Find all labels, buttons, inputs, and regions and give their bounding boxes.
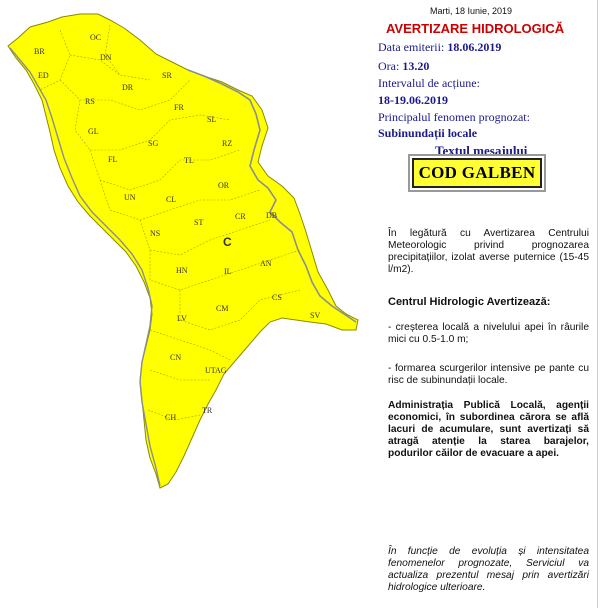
- footer-paragraph: În funcție de evoluția și intensitatea fenomenelor prognozate, Serviciul va actualiza prezentul mesaj prin avertizări hidrologice ulterioare.: [388, 546, 589, 593]
- svg-text:CM: CM: [216, 304, 229, 313]
- emission-label: Data emiterii:: [378, 40, 445, 54]
- svg-text:ED: ED: [38, 71, 49, 80]
- svg-text:RS: RS: [85, 97, 95, 106]
- svg-text:CR: CR: [235, 212, 246, 221]
- svg-text:FR: FR: [174, 103, 184, 112]
- svg-text:DN: DN: [100, 53, 112, 62]
- svg-text:UTAG: UTAG: [205, 366, 227, 375]
- svg-text:OR: OR: [218, 181, 230, 190]
- svg-text:RZ: RZ: [222, 139, 233, 148]
- svg-text:UN: UN: [124, 193, 136, 202]
- svg-text:BR: BR: [34, 47, 45, 56]
- svg-text:C: C: [223, 235, 232, 249]
- moldova-outline: [8, 14, 358, 488]
- warning-title: AVERTIZARE HIDROLOGICĂ: [386, 21, 565, 36]
- svg-text:NS: NS: [150, 229, 161, 238]
- svg-text:SR: SR: [162, 71, 172, 80]
- svg-text:CN: CN: [170, 353, 182, 362]
- center-heading: Centrul Hidrologic Avertizează:: [388, 296, 551, 308]
- svg-text:CH: CH: [165, 413, 177, 422]
- svg-text:GL: GL: [88, 127, 99, 136]
- emission-value: 18.06.2019: [447, 40, 502, 54]
- phenomenon-value: Subinundații locale: [378, 126, 478, 140]
- message-title: Textul mesajului: [435, 143, 528, 158]
- admin-paragraph: Administrația Publică Locală, agenții economici, în subordinea cărora se află lacuri de acumulare, sunt avertizați să atragă atenție la starea barajelor, podurilor căilor de evacuare a apei.: [388, 400, 589, 459]
- interval-value: 18-19.06.2019: [378, 93, 448, 107]
- phenomenon-label: Principalul fenomen prognozat:: [378, 110, 530, 124]
- svg-text:ST: ST: [194, 218, 204, 227]
- svg-text:LV: LV: [177, 314, 187, 323]
- svg-text:OC: OC: [90, 33, 102, 42]
- svg-text:CS: CS: [272, 293, 282, 302]
- svg-text:SV: SV: [310, 311, 321, 320]
- svg-text:TR: TR: [202, 406, 213, 415]
- bullet-river-rise: - creșterea locală a nivelului apei în râurile mici cu 0.5-1.0 m;: [388, 322, 589, 345]
- svg-text:DR: DR: [122, 83, 134, 92]
- intro-paragraph: În legătură cu Avertizarea Centrului Meteorologic privind prognozarea precipitațiilor, izolat averse puternice (15-45 l/m2).: [388, 228, 589, 275]
- svg-text:CL: CL: [166, 195, 177, 204]
- svg-text:FL: FL: [108, 155, 118, 164]
- svg-text:DB: DB: [266, 211, 278, 220]
- hour-label: Ora:: [378, 59, 400, 73]
- right-border: [597, 0, 598, 608]
- interval-label: Intervalul de acțiune:: [378, 76, 480, 90]
- svg-text:SL: SL: [207, 115, 217, 124]
- svg-text:TL: TL: [184, 156, 194, 165]
- svg-text:SG: SG: [148, 139, 159, 148]
- warning-panel: [375, 0, 597, 608]
- date-line: Marti, 18 Iunie, 2019: [430, 6, 513, 16]
- emission-date-row: [378, 40, 501, 55]
- hour-value: 13.20: [402, 59, 430, 73]
- svg-text:IL: IL: [224, 267, 232, 276]
- hour-row: [378, 59, 429, 74]
- svg-text:HN: HN: [176, 266, 188, 275]
- bullet-runoff: - formarea scurgerilor intensive pe pante cu risc de subinundații locale.: [388, 363, 589, 386]
- svg-text:AN: AN: [260, 259, 272, 268]
- code-badge: COD GALBEN: [412, 158, 542, 188]
